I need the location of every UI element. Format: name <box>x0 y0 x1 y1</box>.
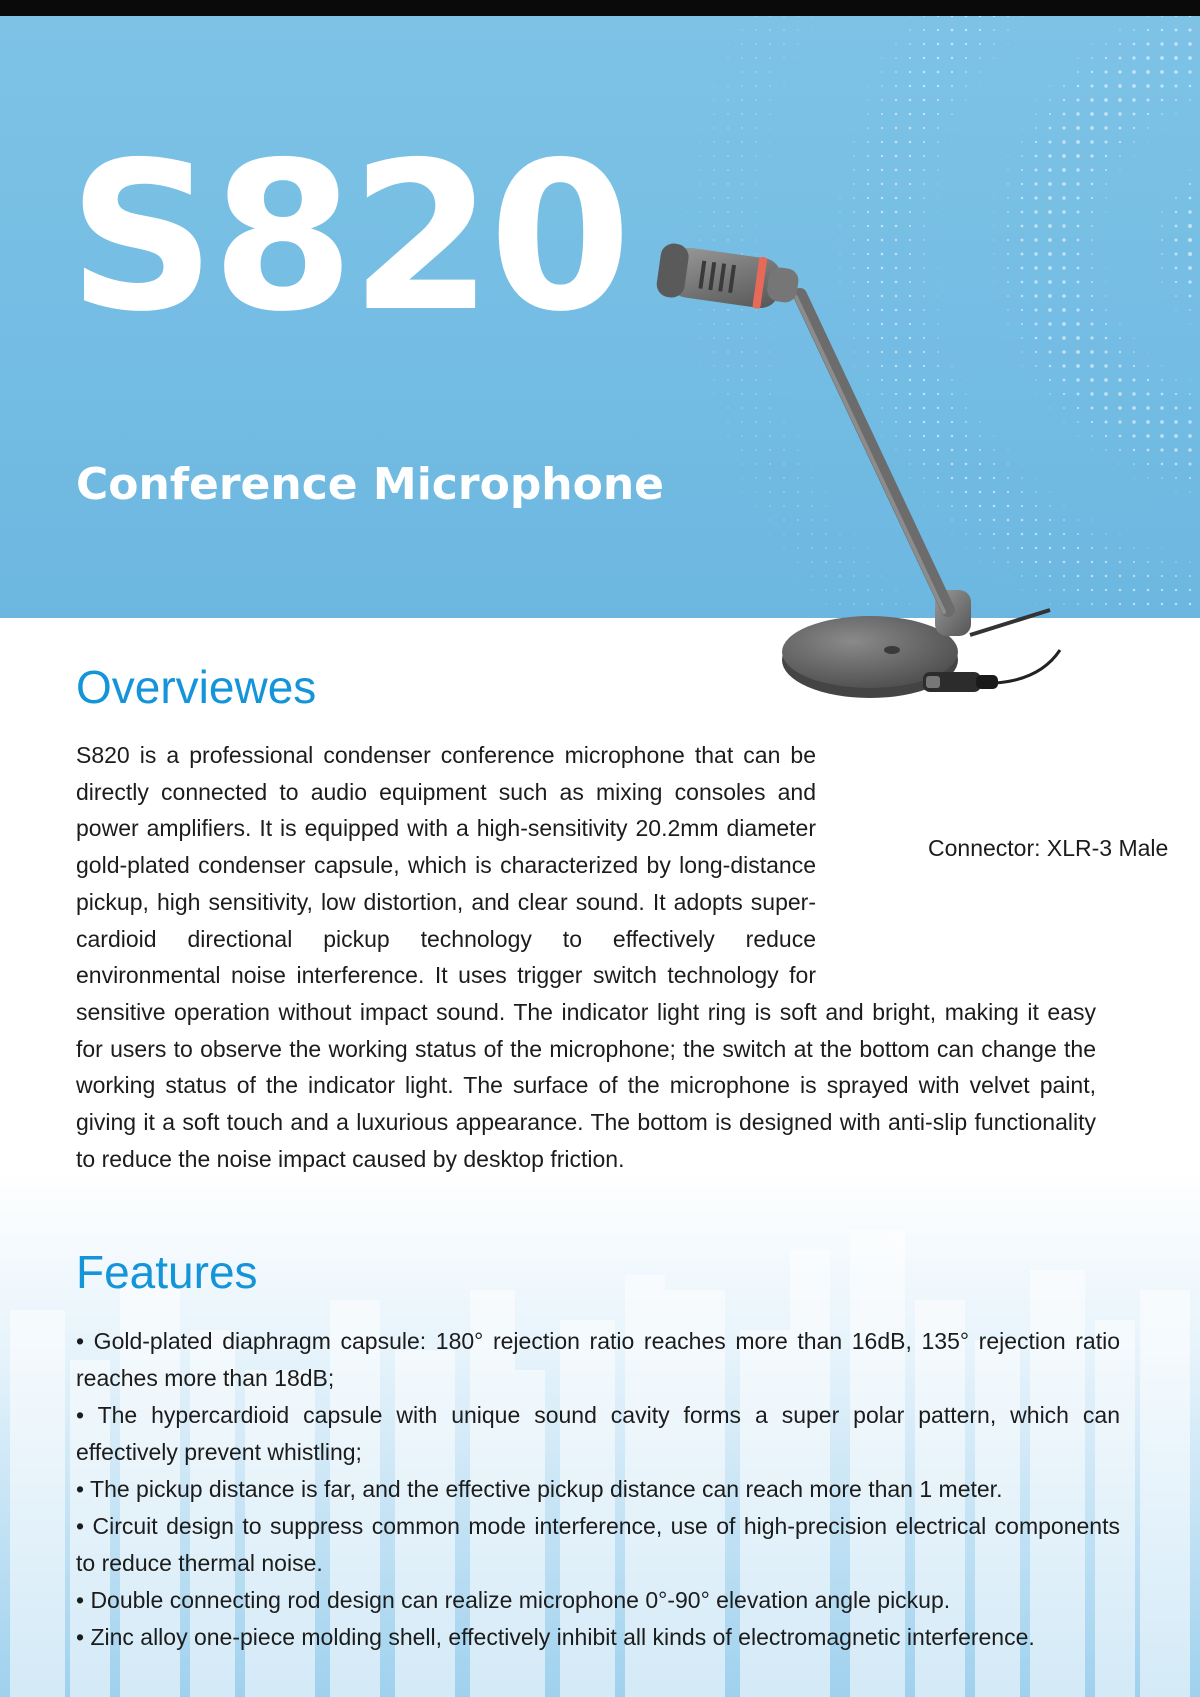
feature-item: • Zinc alloy one-piece molding shell, effectively inhibit all kinds of electromagnetic interference. <box>76 1624 1035 1650</box>
overview-paragraph <box>76 737 1096 1177</box>
top-bar <box>0 0 1200 16</box>
connector-caption: Connector: XLR-3 Male <box>928 835 1169 861</box>
features-heading: Features <box>76 1246 258 1298</box>
product-subtitle: Conference Microphone <box>76 459 665 510</box>
feature-item: • The hypercardioid capsule with unique sound cavity forms a super polar pattern, which can effectively prevent whistling; <box>76 1402 1120 1465</box>
overview-text: S820 is a professional condenser conference microphone that can be directly connected to audio equipment such as mixing consoles and power amplifiers. It is equipped with a high-sensitivity 20.2mm diameter gold-plated condenser capsule, which is characterized by long-distance pickup, high sensitivity, low distortion, and clear sound. It adopts super-cardioid directional pickup technology to effectively reduce environmental noise interference. It uses trigger switch technology for sensitive operation without impact sound. The indicator light ring is soft and bright, making it easy for users to observe the working status of the microphone; the switch at the bottom can change the working status of the indicator light. The surface of the microphone is sprayed with velvet paint, giving it a soft touch and a luxurious appearance. The bottom is designed with anti-slip functionality to reduce the noise impact caused by desktop friction. <box>76 742 1096 1172</box>
feature-item: • Circuit design to suppress common mode interference, use of high-precision electrical components to reduce thermal noise. <box>76 1513 1120 1576</box>
feature-item: • Double connecting rod design can realize microphone 0°-90° elevation angle pickup. <box>76 1587 951 1613</box>
conference-microphone-icon <box>640 220 1180 780</box>
features-list <box>76 1323 1120 1656</box>
model-name: S820 <box>68 119 628 357</box>
feature-item: • Gold-plated diaphragm capsule: 180° rejection ratio reaches more than 16dB, 135° rejection ratio reaches more than 18dB; <box>76 1328 1120 1391</box>
overview-heading: Overviewes <box>76 661 317 713</box>
feature-item: • The pickup distance is far, and the effective pickup distance can reach more than 1 meter. <box>76 1476 1003 1502</box>
